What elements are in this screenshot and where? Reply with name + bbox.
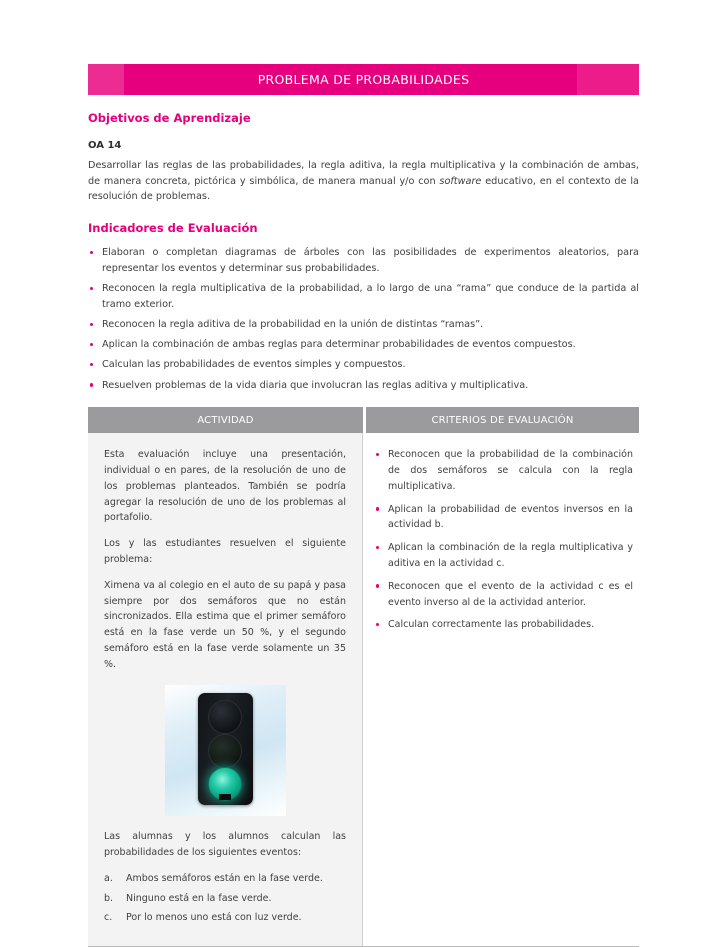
criterion-text: Reconocen que el evento de la actividad c es el evento inverso al de la actividad anterior. <box>388 580 633 608</box>
list-item <box>375 579 633 611</box>
banner-shade-left <box>88 64 124 95</box>
traffic-light-mount <box>219 794 231 800</box>
traffic-light-figure-wrapper <box>104 685 346 816</box>
page-title: PROBLEMA DE PROBABILIDADES <box>257 72 470 87</box>
list-item <box>88 337 639 353</box>
list-item <box>104 910 346 926</box>
list-item <box>88 281 639 312</box>
column-header-activity: ACTIVIDAD <box>88 407 363 433</box>
indicators-list <box>88 245 639 393</box>
activity-cell <box>88 433 363 946</box>
indicator-text: Calculan las probabilidades de eventos simples y compuestos. <box>102 359 406 371</box>
indicator-text: Resuelven problemas de la vida diaria que involucran las reglas aditiva y multiplicativa. <box>102 379 529 391</box>
list-marker: b. <box>104 892 114 904</box>
indicator-text: Elaboran o completan diagramas de árboles con las posibilidades de experimentos aleatorios, para representar los eventos y determinar sus probabilidades. <box>102 247 639 274</box>
criterion-text: Aplican la combinación de la regla multiplicativa y aditiva en la actividad c. <box>388 542 633 569</box>
bullet-icon <box>90 363 93 366</box>
list-item <box>375 447 633 494</box>
table-row <box>88 433 639 947</box>
table-header-row <box>88 407 639 433</box>
event-text: Ambos semáforos están en la fase verde. <box>126 872 323 884</box>
list-marker: a. <box>104 872 113 884</box>
traffic-light-red-lamp <box>208 700 242 734</box>
list-item <box>104 871 346 887</box>
list-marker: c. <box>104 912 113 924</box>
traffic-light-image <box>165 685 286 816</box>
learning-objective-code: OA 14 <box>88 140 122 151</box>
bullet-icon <box>376 584 379 587</box>
activity-paragraph: Los y las estudiantes resuelven el siguiente problema: <box>104 538 346 565</box>
criterion-text: Reconocen que la probabilidad de la combinación de dos semáforos se calcula con la regla multiplicativa. <box>388 449 633 492</box>
indicator-text: Aplican la combinación de ambas reglas para determinar probabilidades de eventos compuestos. <box>102 339 576 351</box>
bullet-icon <box>376 546 379 549</box>
list-item <box>88 317 639 333</box>
criteria-cell <box>363 433 639 946</box>
column-header-criteria: CRITERIOS DE EVALUACIÓN <box>366 407 639 433</box>
learning-objective-text <box>88 158 639 205</box>
activity-closing-text: Las alumnas y los alumnos calculan las probabilidades de los siguientes eventos: <box>104 831 346 859</box>
list-item <box>88 245 639 276</box>
indicator-text: Reconocen la regla aditiva de la probabilidad en la unión de distintas “ramas”. <box>102 319 484 331</box>
activity-events-list <box>104 871 346 926</box>
oa-italic-term: software <box>439 175 482 187</box>
list-item <box>375 540 633 572</box>
criterion-text: Calculan correctamente las probabilidades. <box>388 619 595 631</box>
document-page <box>88 64 639 947</box>
bullet-icon <box>90 251 93 254</box>
bullet-icon <box>376 453 379 456</box>
event-text: Ninguno está en la fase verde. <box>126 892 272 904</box>
activity-criteria-table <box>88 407 639 947</box>
activity-paragraph: Ximena va al colegio en el auto de su papá y pasa siempre por dos semáforos que no están sincronizados. Ella estima que el primer semáforo está en la fase verde un 50 %, y el segundo semáforo está en la fase verde solamente un 35 %. <box>104 579 346 670</box>
bullet-icon <box>90 343 93 346</box>
traffic-light-amber-lamp <box>208 734 242 768</box>
event-text: Por lo menos uno está con luz verde. <box>126 912 302 924</box>
bullet-icon <box>376 507 379 510</box>
list-item <box>375 502 633 534</box>
oa-text-part-2: educativo, en el contexto de la resolución de problemas. <box>88 175 639 203</box>
bullet-icon <box>90 323 93 326</box>
traffic-light-housing <box>198 693 253 805</box>
learning-objectives-heading: Objetivos de Aprendizaje <box>88 111 251 125</box>
banner-shade-right <box>577 64 639 95</box>
list-item <box>88 357 639 373</box>
indicator-text: Reconocen la regla multiplicativa de la probabilidad, a lo largo de una “rama” que conduce de la partida al tramo exterior. <box>102 283 639 310</box>
bullet-icon <box>376 623 379 626</box>
oa-text-part-1: Desarrollar las reglas de las probabilidades, la regla aditiva, la regla multiplicativa y la combinación de ambas, de manera concreta, pictórica y simbólica, de manera manual y/o con <box>88 160 639 187</box>
criterion-text: Aplican la probabilidad de eventos inversos en la actividad b. <box>388 503 633 531</box>
bullet-icon <box>90 383 93 386</box>
bullet-icon <box>90 287 93 290</box>
list-item <box>375 617 633 633</box>
indicators-heading: Indicadores de Evaluación <box>88 221 258 236</box>
list-item <box>88 378 639 394</box>
activity-paragraph: Esta evaluación incluye una presentación, individual o en pares, de la resolución de uno de los problemas planteados. También se podría agregar la resolución de uno de los problemas al portafolio. <box>104 449 346 524</box>
list-item <box>104 891 346 907</box>
page-title-banner <box>88 64 639 95</box>
